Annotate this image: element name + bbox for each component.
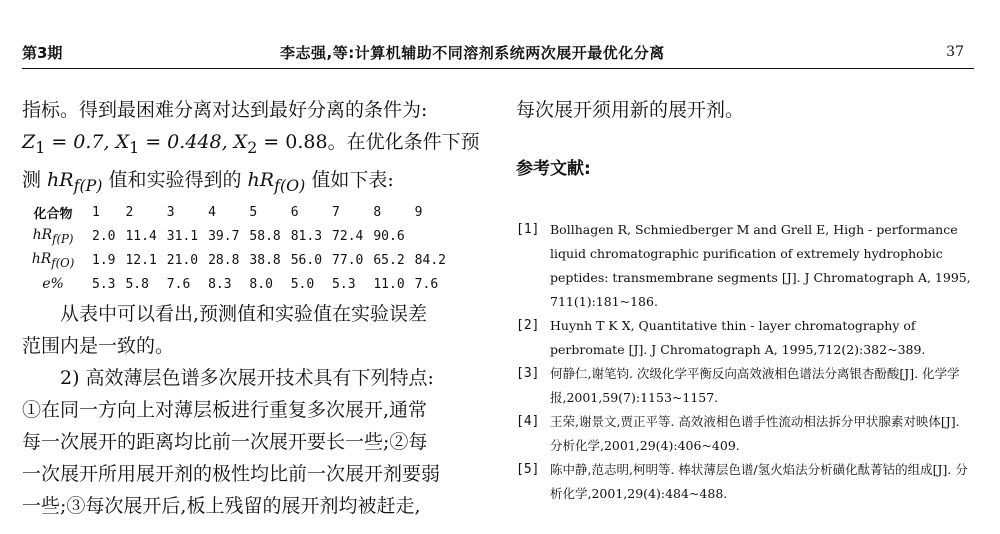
table-cell: 90.6 bbox=[373, 228, 405, 244]
running-header bbox=[22, 14, 974, 62]
prediction-line: 测 $hR_{f(P)}$ 值和实验得到的 $hR_{f(O)}$ 值如下表: bbox=[22, 168, 394, 195]
table-col-header: 6 bbox=[290, 204, 299, 220]
table-col-header: 4 bbox=[208, 204, 216, 220]
table-col-header: 2 bbox=[125, 204, 134, 220]
table-header-label: 化合物 bbox=[33, 206, 73, 222]
references-heading: 参考文献: bbox=[516, 159, 591, 179]
table-row bbox=[22, 224, 456, 248]
left-column bbox=[22, 94, 492, 202]
paragraph-line: 每一次展开的距离均比前一次展开要长一些;②每 bbox=[22, 431, 428, 453]
paragraph-line: 一次展开所用展开剂的极性均比前一次展开剂要弱 bbox=[22, 463, 441, 485]
table-col-header: 1 bbox=[92, 204, 100, 220]
table-col-header: 7 bbox=[332, 204, 340, 220]
condition-line: $Z_1 = 0.7$, $X_1 = 0.448$, $X_2 = 0.88$。在优化条件下预 bbox=[22, 131, 480, 157]
table-cell: 5.8 bbox=[125, 276, 149, 292]
table-row bbox=[22, 272, 456, 296]
table-cell: 7.6 bbox=[414, 276, 439, 292]
table-cell: 11.0 bbox=[373, 276, 405, 292]
table-cell: 5.0 bbox=[290, 276, 315, 292]
table-cell: 8.3 bbox=[208, 276, 232, 292]
row-label: e% bbox=[42, 276, 64, 292]
page-number: 37 bbox=[946, 44, 964, 60]
table-cell: 11.4 bbox=[125, 228, 157, 244]
table-cell: 58.8 bbox=[249, 228, 281, 244]
table-cell: 77.0 bbox=[332, 252, 364, 268]
issue-number: 第3期 bbox=[22, 44, 63, 62]
table-cell: 65.2 bbox=[373, 252, 405, 268]
results-table bbox=[22, 200, 456, 296]
paragraph-line: 2) 高效薄层色谱多次展开技术具有下列特点: bbox=[60, 367, 434, 389]
references-list bbox=[516, 218, 976, 506]
table-cell: 5.3 bbox=[332, 276, 356, 292]
paragraph-line: 一些;③每次展开后,板上残留的展开剂均被赶走, bbox=[22, 495, 421, 517]
reference-item: [2] Huynh T K X, Quantitative thin - layer chromatography of perbromate [J]. J Chromatograph A, 1995,712(2):382~389. bbox=[516, 318, 926, 357]
row-label: $hR_{f(P)}$ bbox=[32, 226, 74, 246]
table-col-header: 8 bbox=[373, 204, 382, 220]
reference-item: [5] 陈中静,范志明,柯明等. 棒状薄层色谱/氢火焰法分析磺化酞菁钴的组成[J]. 分析化学,2001,29(4):484~488. bbox=[516, 462, 968, 501]
paragraph-line: 范围内是一致的。 bbox=[22, 335, 175, 357]
table-cell: 28.8 bbox=[208, 252, 240, 268]
table-cell: 81.3 bbox=[290, 228, 323, 244]
paragraph-line: 每次展开须用新的展开剂。 bbox=[516, 99, 745, 121]
table-row bbox=[22, 200, 456, 224]
table-col-header: 3 bbox=[166, 204, 175, 220]
right-column bbox=[516, 94, 974, 179]
paragraph-line: ①在同一方向上对薄层板进行重复多次展开,通常 bbox=[22, 399, 428, 421]
table-cell: 8.0 bbox=[249, 276, 273, 292]
table-cell bbox=[415, 224, 456, 248]
table-col-header: 9 bbox=[414, 204, 423, 220]
paragraph-line: 指标。得到最困难分离对达到最好分离的条件为: bbox=[22, 99, 428, 121]
table-cell: 2.0 bbox=[92, 228, 116, 244]
reference-item: [4] 王荣,谢景文,贾正平等. 高效液相色谱手性流动相法拆分甲状腺素对映体[J]. 分析化学,2001,29(4):406~409. bbox=[516, 414, 960, 453]
reference-item: [1] Bollhagen R, Schmiedberger M and Grell E, High - performance liquid chromatographic purification of extremely hydrophobic peptides: transmembrane segments [J]. J Chromatograph A, 1995, 711(1):181~186. bbox=[516, 222, 971, 309]
table-cell: 56.0 bbox=[290, 252, 323, 268]
header-rule bbox=[22, 68, 974, 69]
left-column-continued bbox=[22, 298, 492, 522]
table-cell: 72.4 bbox=[332, 228, 364, 244]
row-label: $hR_{f(O)}$ bbox=[31, 250, 75, 270]
table-cell: 21.0 bbox=[166, 252, 199, 268]
table-row bbox=[22, 248, 456, 272]
reference-item: [3] 何静仁,谢笔钧. 次级化学平衡反向高效液相色谱法分离银杏酚酸[J]. 化学学报,2001,59(7):1153~1157. bbox=[516, 366, 960, 405]
paragraph-line: 从表中可以看出,预测值和实验值在实验误差 bbox=[60, 303, 428, 325]
table-cell: 12.1 bbox=[125, 252, 157, 268]
table-cell: 84.2 bbox=[414, 252, 446, 268]
table-col-header: 5 bbox=[249, 204, 258, 220]
table-cell: 5.3 bbox=[92, 276, 116, 292]
table-cell: 39.7 bbox=[208, 228, 240, 244]
table-cell: 38.8 bbox=[249, 252, 281, 268]
table-cell: 7.6 bbox=[166, 276, 191, 292]
running-title: 李志强,等:计算机辅助不同溶剂系统两次展开最优化分离 bbox=[280, 44, 665, 62]
table-cell: 1.9 bbox=[92, 252, 116, 268]
table-cell: 31.1 bbox=[166, 228, 199, 244]
